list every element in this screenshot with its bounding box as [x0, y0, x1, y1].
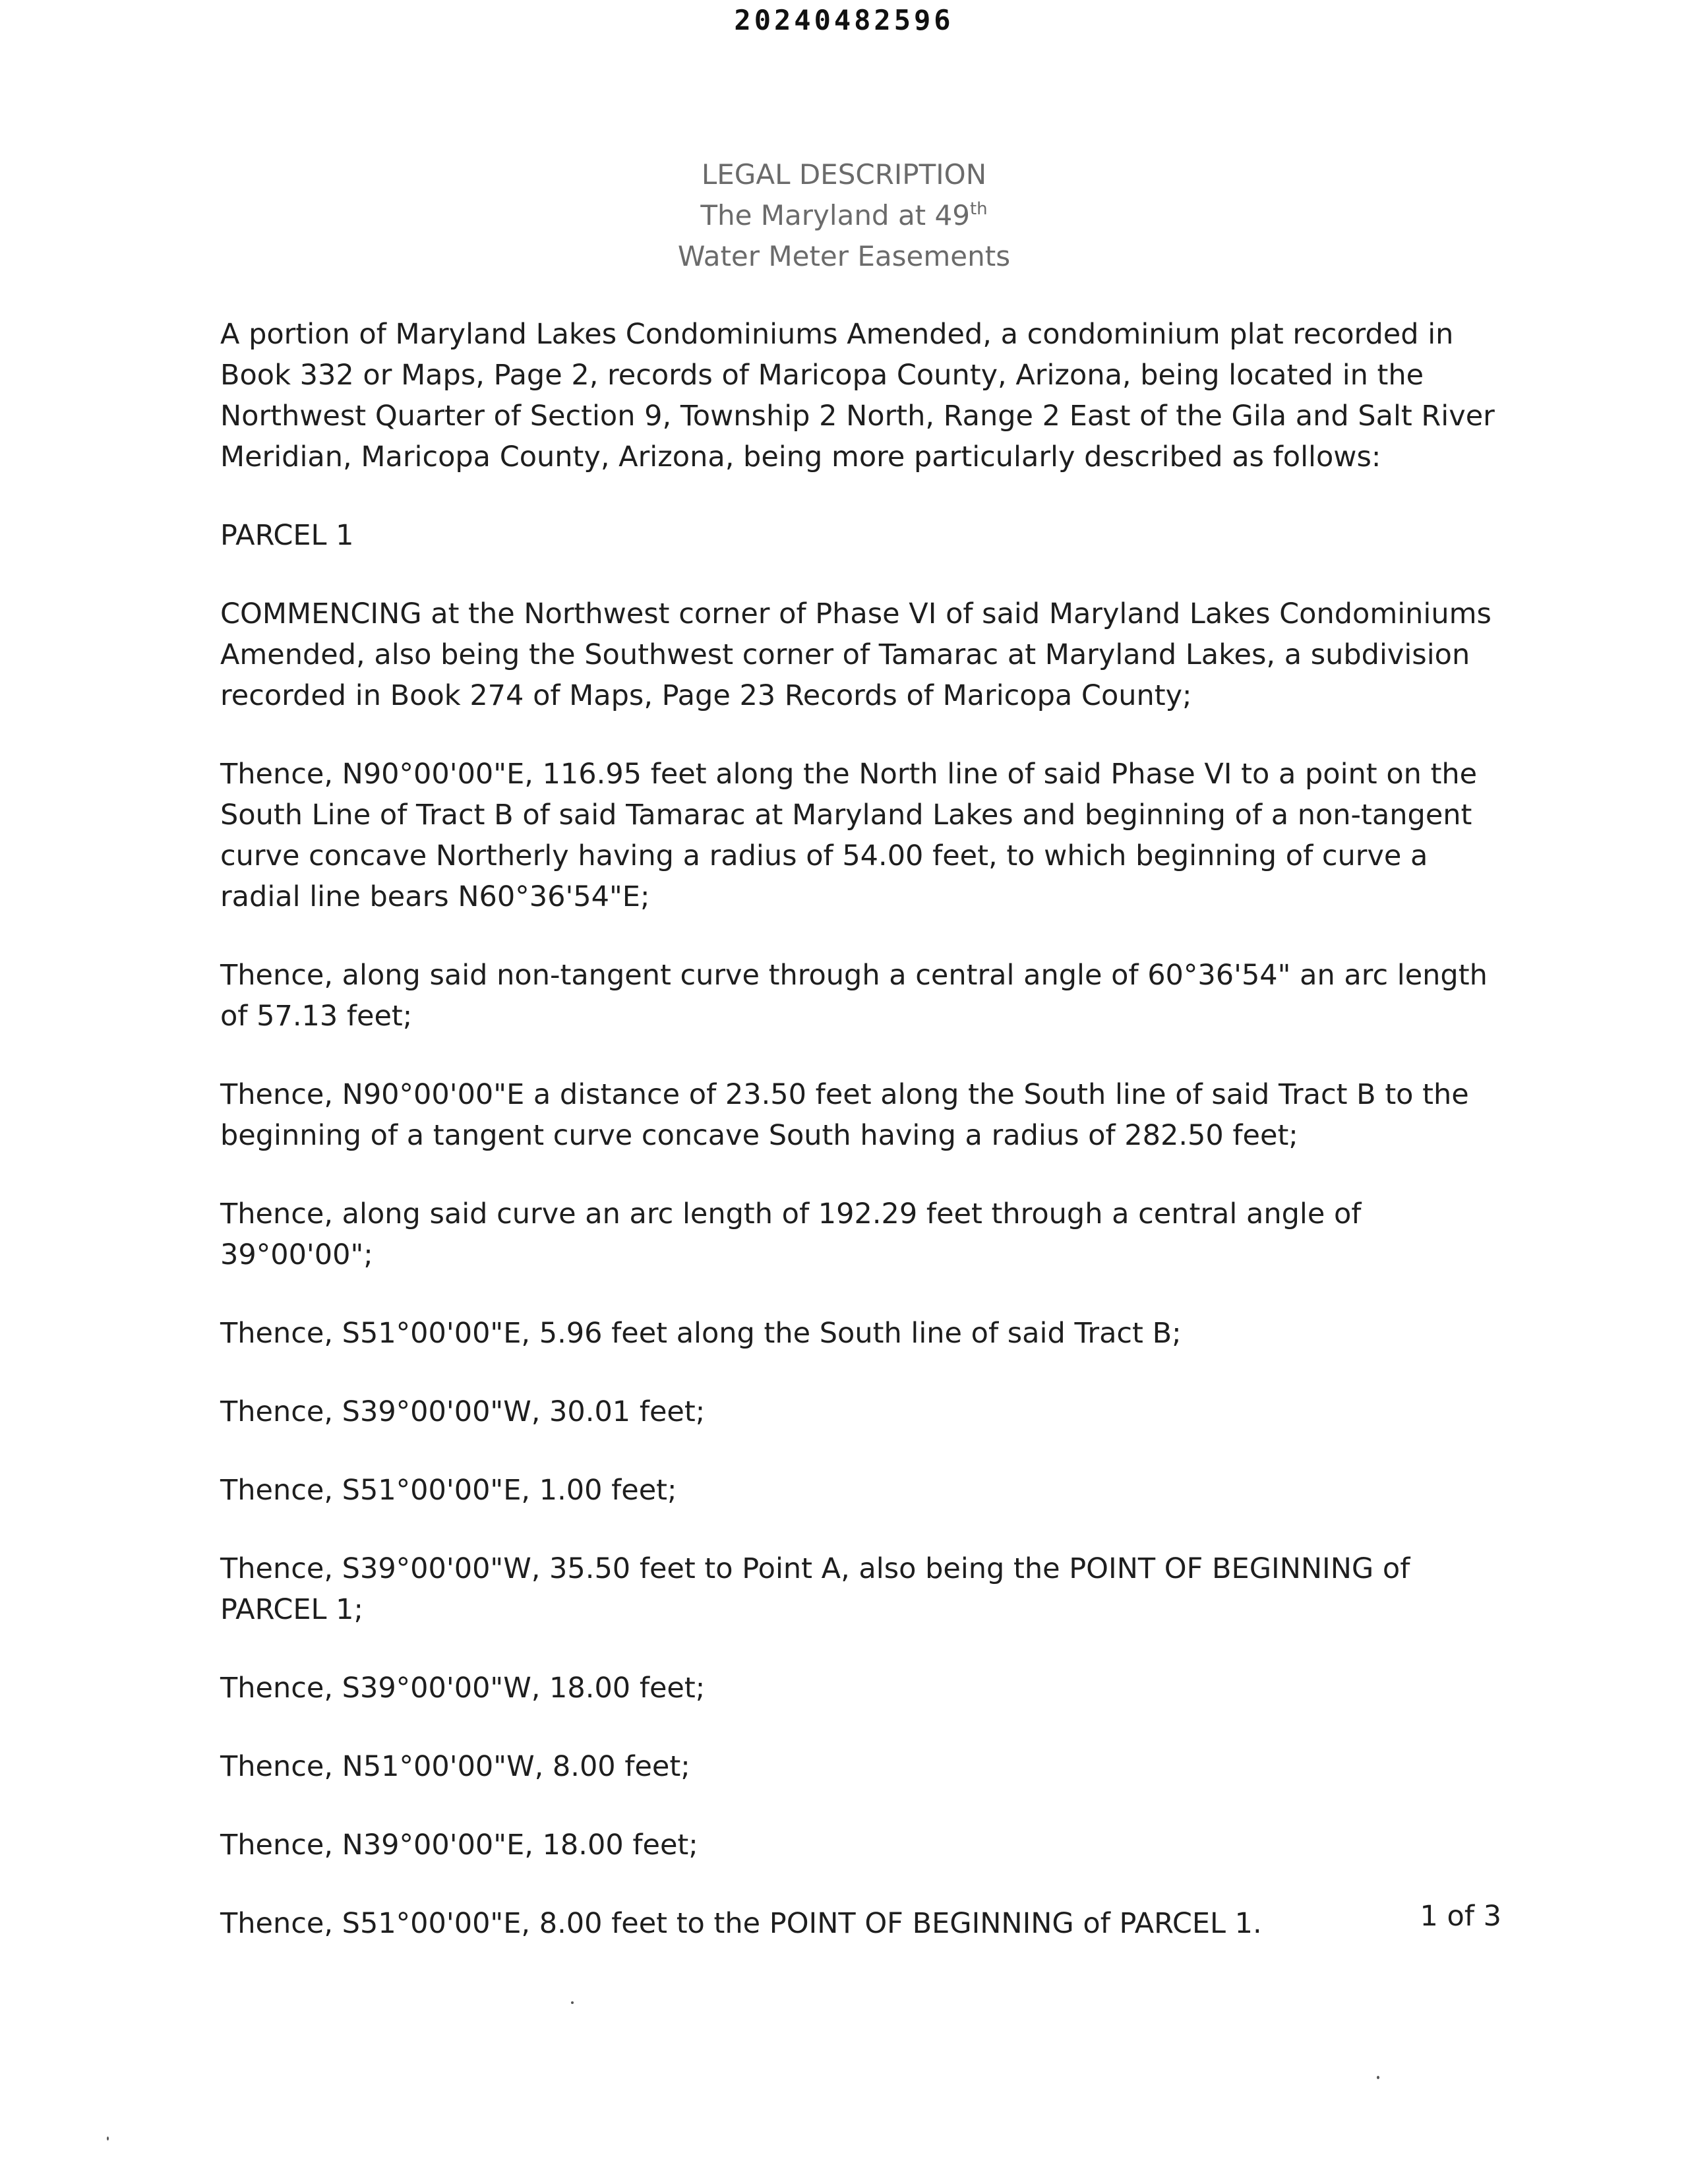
paragraph-course: Thence, S51°00'00"E, 8.00 feet to the POINT OF BEGINNING of PARCEL 1.: [220, 1907, 1262, 1940]
paragraph-course: Thence, S39°00'00"W, 35.50 feet to Point A, also being the POINT OF BEGINNING of PARCEL 1;: [220, 1552, 1410, 1626]
paragraph-course: Thence, S51°00'00"E, 5.96 feet along the South line of said Tract B;: [220, 1317, 1182, 1350]
paragraph-course: Thence, N51°00'00"W, 8.00 feet;: [220, 1750, 690, 1783]
title-easement-type: Water Meter Easements: [677, 240, 1011, 272]
paragraph-parcel-heading: PARCEL 1: [220, 519, 354, 552]
paragraph-course: Thence, S51°00'00"E, 1.00 feet;: [220, 1474, 677, 1507]
paragraph-course: Thence, S39°00'00"W, 18.00 feet;: [220, 1672, 706, 1705]
paragraph-course: Thence, N90°00'00"E, 116.95 feet along the North line of said Phase VI to a point on the South Line of Tract B of said Tamarac at Maryland Lakes and beginning of a non-tangent curve concave Northerly having a radius of 54.00 feet, to which beginning of curve a radial line bears N60°36'54"E;: [220, 758, 1478, 913]
paragraph-commencing: COMMENCING at the Northwest corner of Phase VI of said Maryland Lakes Condominiums Amended, also being the Southwest corner of Tamarac at Maryland Lakes, a subdivision recorded in Book 274 of Maps, Page 23 Records of Maricopa County;: [220, 597, 1492, 712]
paragraph-course: Thence, S39°00'00"W, 30.01 feet;: [220, 1395, 706, 1428]
page-number: 1 of 3: [1420, 1900, 1501, 1933]
paragraph-course: Thence, N90°00'00"E a distance of 23.50 feet along the South line of said Tract B to the beginning of a tangent curve concave South having a radius of 282.50 feet;: [220, 1078, 1469, 1152]
paragraph-intro: A portion of Maryland Lakes Condominiums Amended, a condominium plat recorded in Book 332 or Maps, Page 2, records of Maricopa County, Arizona, being located in the Northwest Quarter of Section 9, Township 2 North, Range 2 East of the Gila and Salt River Meridian, Maricopa County, Arizona, being more particularly described as follows:: [220, 318, 1495, 473]
paragraph-course: Thence, along said non-tangent curve through a central angle of 60°36'54" an arc length of 57.13 feet;: [220, 959, 1488, 1033]
title-legal-description: LEGAL DESCRIPTION: [701, 158, 987, 191]
scan-speck: [1377, 2076, 1379, 2079]
title-block: [0, 154, 1688, 277]
scan-speck: [107, 2137, 109, 2140]
title-superscript: th: [969, 199, 988, 219]
title-project-name-text: The Maryland at 49: [700, 199, 970, 231]
legal-description-body: [220, 314, 1495, 1982]
scan-speck: [571, 2001, 574, 2004]
paragraph-course: Thence, along said curve an arc length of 192.29 feet through a central angle of 39°00'00";: [220, 1198, 1362, 1271]
document-number: 20240482596: [734, 4, 954, 36]
paragraph-course: Thence, N39°00'00"E, 18.00 feet;: [220, 1829, 698, 1862]
title-project-name: [0, 195, 1688, 236]
